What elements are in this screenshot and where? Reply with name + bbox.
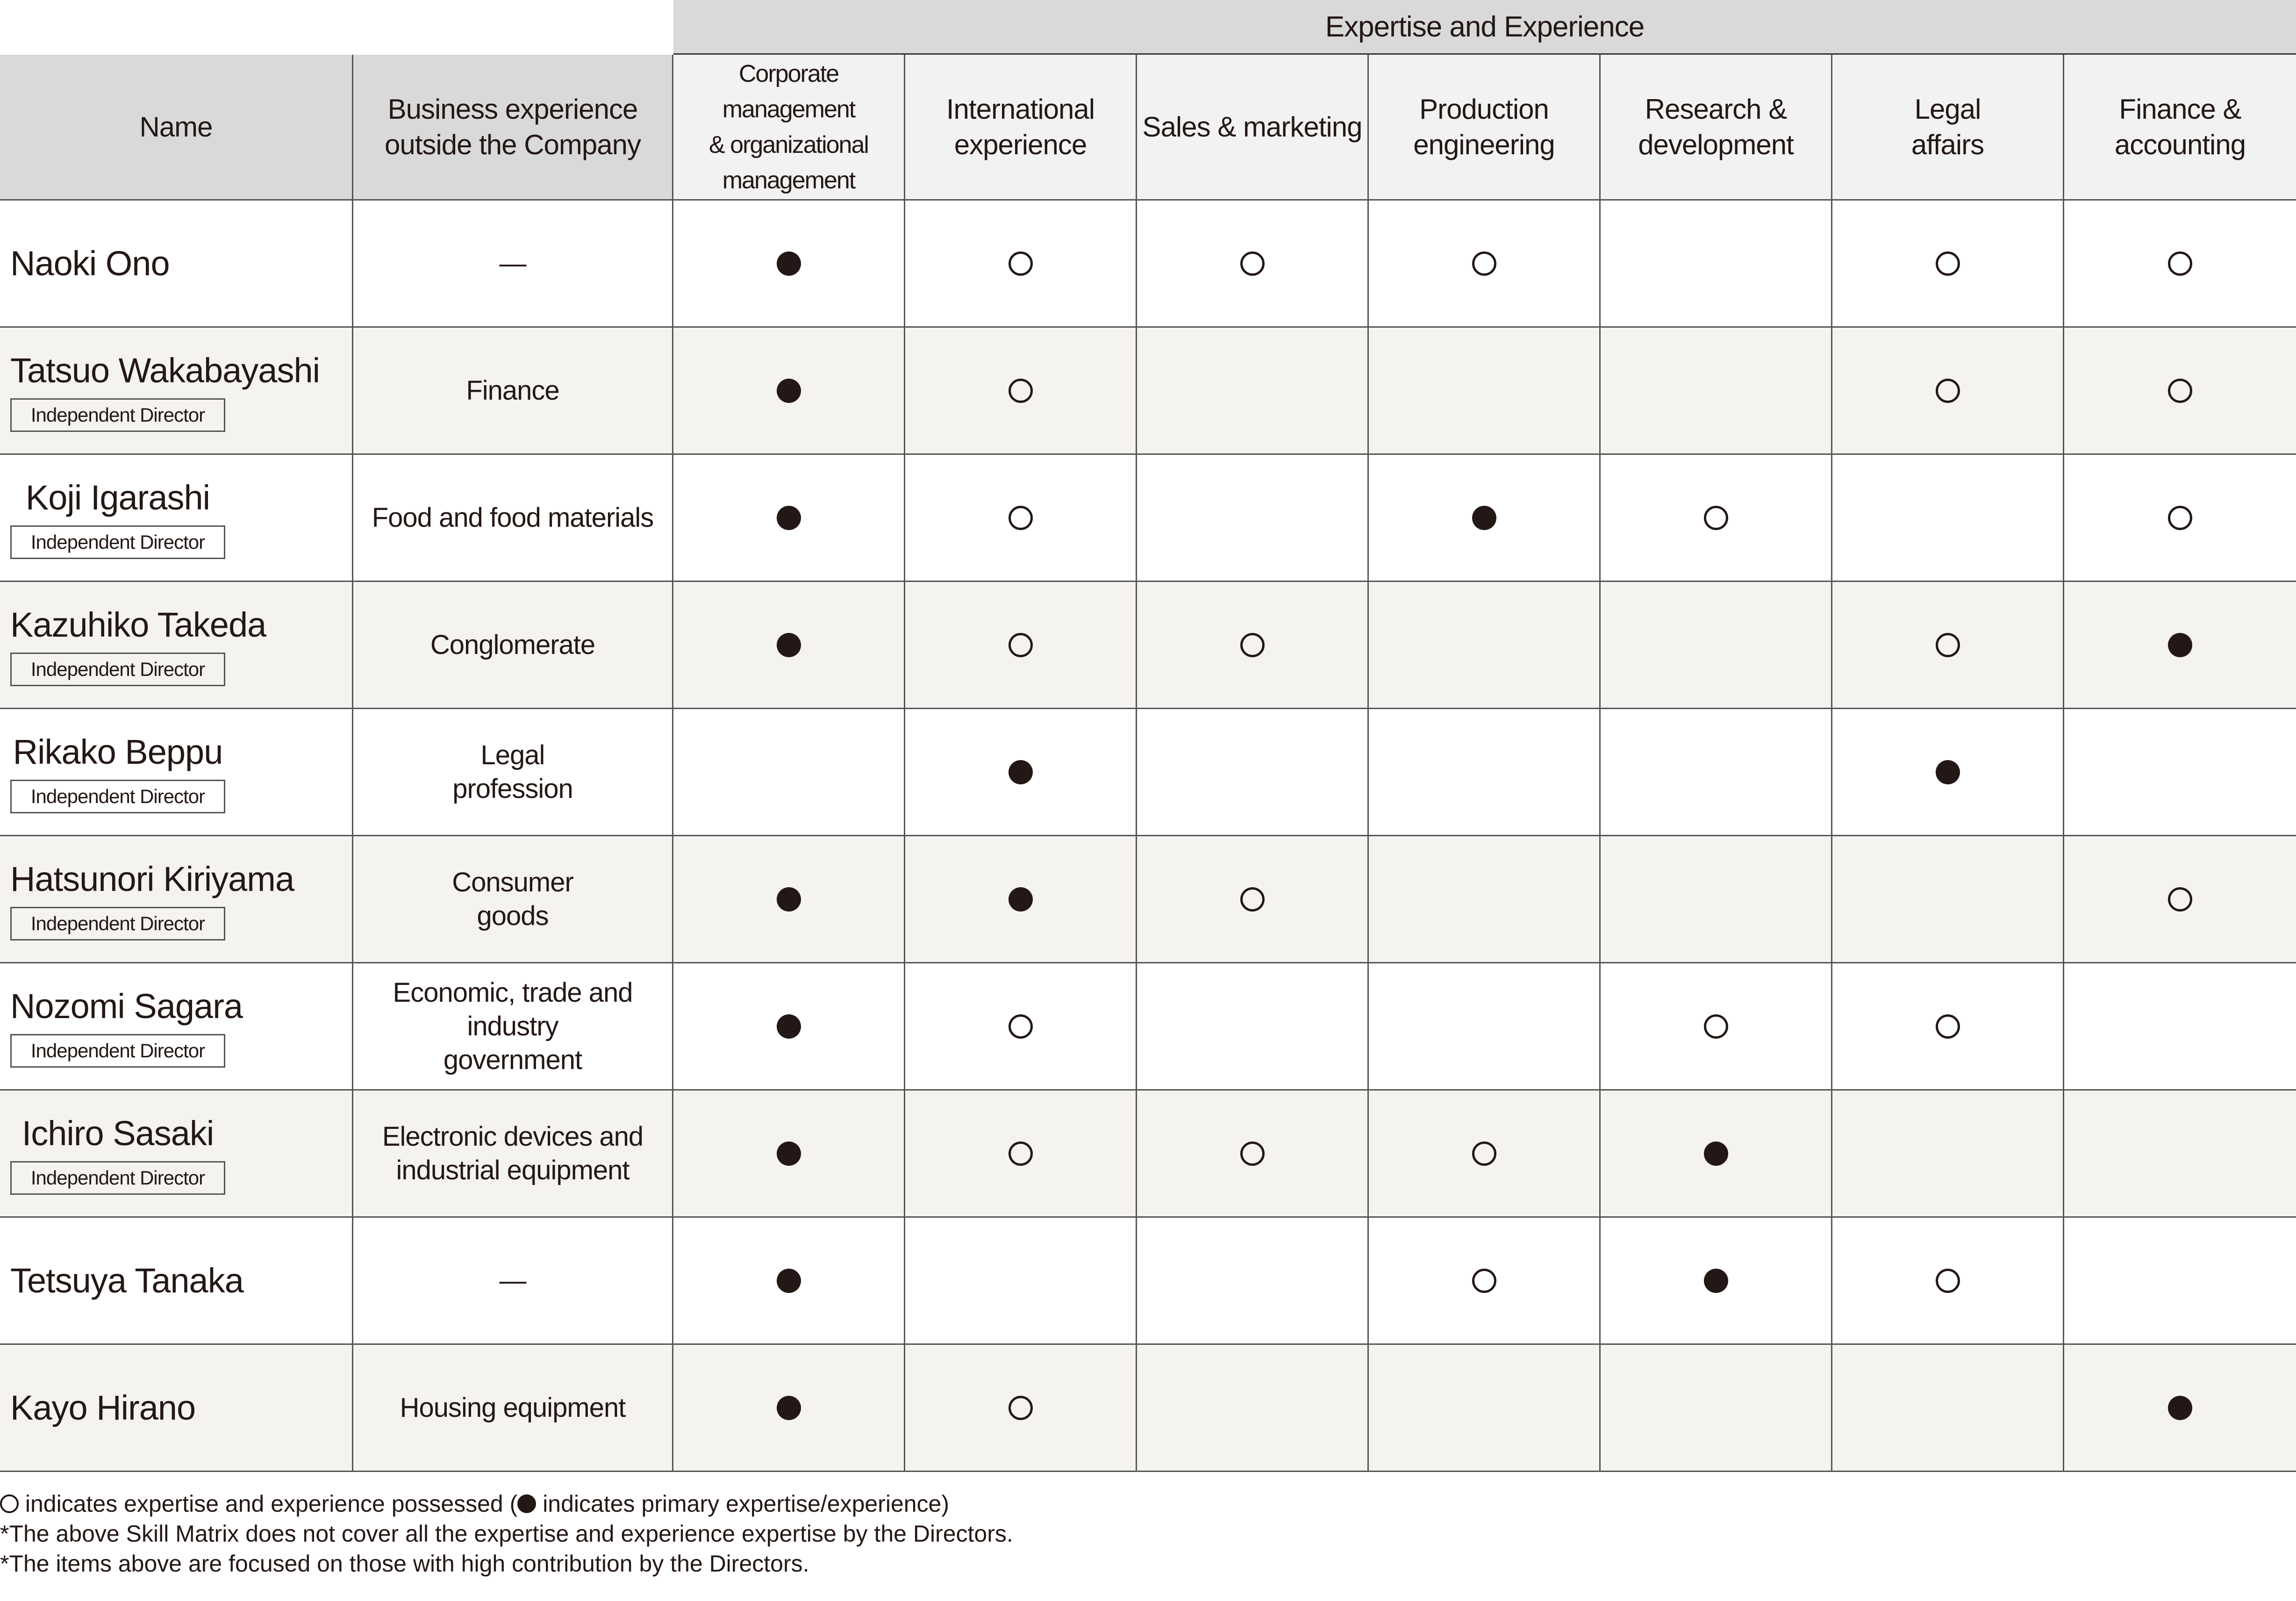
footnote-coverage: *The above Skill Matrix does not cover all the expertise and experience expertise by the Directors. [0, 1521, 1013, 1547]
director-name: Kazuhiko Takeda [10, 605, 266, 644]
skill-cell [1137, 1218, 1369, 1343]
director-name: Rikako Beppu [13, 732, 223, 771]
open-circle-icon [1936, 633, 1960, 657]
footnotes [0, 1489, 1013, 1579]
open-circle-icon [1009, 251, 1033, 276]
skill-cell [1832, 1091, 2064, 1216]
skill-cell [1369, 1218, 1601, 1343]
header-skill-sales-marketing [1137, 55, 1369, 199]
director-name: Kayo Hirano [10, 1388, 196, 1427]
filled-circle-icon [1472, 506, 1496, 530]
open-circle-icon [1472, 251, 1496, 276]
header-business-label: Business experience outside the Company [384, 93, 641, 160]
skill-cell [1832, 963, 2064, 1089]
skill-cell [1137, 836, 1369, 962]
director-name: Nozomi Sagara [10, 986, 243, 1026]
open-circle-icon [1009, 379, 1033, 403]
header-business [353, 55, 673, 199]
open-circle-icon [1240, 633, 1265, 657]
business-experience-text: Legal profession [452, 739, 573, 804]
open-circle-icon [1240, 1142, 1265, 1166]
open-circle-icon [1240, 887, 1265, 912]
business-experience-cell [353, 1218, 673, 1343]
skill-cell [1137, 328, 1369, 453]
filled-circle-icon [777, 1142, 801, 1166]
legend-text-open: indicates expertise and experience possessed ( [19, 1491, 518, 1517]
skill-cell [1369, 582, 1601, 708]
skill-cell [1601, 201, 1832, 326]
filled-circle-icon [1704, 1269, 1728, 1293]
director-name-cell [0, 1218, 353, 1343]
open-circle-icon [1009, 1396, 1033, 1420]
header-skill-label: Legal affairs [1911, 93, 1984, 160]
table-body [0, 199, 2296, 1472]
business-experience-text: — [499, 1265, 526, 1296]
director-name-wrap [10, 1345, 195, 1471]
header-skill-production-engineering [1369, 55, 1601, 199]
skill-cell [1137, 455, 1369, 581]
director-name-wrap [10, 201, 170, 326]
business-experience-text: Economic, trade and industry government [393, 977, 633, 1075]
legend-text-filled: indicates primary expertise/experience) [536, 1491, 950, 1517]
legend-line [0, 1489, 1013, 1519]
business-experience-cell [353, 582, 673, 708]
header-name-label: Name [139, 111, 213, 143]
skill-cell [1832, 836, 2064, 962]
table-row [0, 1345, 2296, 1472]
filled-circle-icon [777, 251, 801, 276]
independent-director-badge: Independent Director [10, 398, 225, 432]
skill-cell [1369, 836, 1601, 962]
skill-cell [2064, 1218, 2296, 1343]
skill-cell [2064, 455, 2296, 581]
skill-cell [673, 836, 905, 962]
header-skill-research-development [1601, 55, 1832, 199]
skill-cell [673, 1091, 905, 1216]
open-circle-icon [2168, 251, 2192, 276]
skill-cell [1137, 1345, 1369, 1471]
director-name-cell [0, 201, 353, 326]
business-experience-cell [353, 201, 673, 326]
director-name: Tatsuo Wakabayashi [10, 351, 320, 390]
skill-cell [1601, 709, 1832, 835]
header-row [0, 55, 2296, 199]
open-circle-icon [1472, 1142, 1496, 1166]
open-circle-icon [1009, 1014, 1033, 1039]
skill-cell [673, 201, 905, 326]
open-circle-icon [2168, 379, 2192, 403]
header-skill-international [905, 55, 1137, 199]
business-experience-text: Conglomerate [430, 629, 595, 660]
skill-cell [2064, 201, 2296, 326]
table-row [0, 963, 2296, 1091]
filled-circle-icon [1009, 887, 1033, 912]
header-skill-label: Corporate management & organizational management [709, 60, 868, 194]
skill-cell [2064, 963, 2296, 1089]
open-circle-icon [1009, 633, 1033, 657]
independent-director-badge: Independent Director [10, 780, 225, 813]
business-experience-cell [353, 1345, 673, 1471]
skill-cell [1832, 455, 2064, 581]
skill-cell [673, 963, 905, 1089]
director-name-wrap [10, 582, 266, 708]
skill-cell [2064, 582, 2296, 708]
skill-cell [2064, 1091, 2296, 1216]
open-circle-icon [1936, 379, 1960, 403]
skill-cell [673, 455, 905, 581]
director-name: Hatsunori Kiriyama [10, 859, 294, 898]
table-row [0, 709, 2296, 836]
independent-director-badge: Independent Director [10, 653, 225, 686]
director-name: Ichiro Sasaki [21, 1113, 214, 1153]
filled-circle-icon [777, 1269, 801, 1293]
business-experience-text: Consumer goods [452, 867, 573, 931]
director-name-wrap [10, 963, 243, 1089]
skill-cell [1601, 963, 1832, 1089]
open-circle-icon [1472, 1269, 1496, 1293]
director-name-cell [0, 836, 353, 962]
header-skill-finance-accounting [2064, 55, 2296, 199]
skill-cell [673, 709, 905, 835]
skill-cell [1137, 709, 1369, 835]
skill-cell [673, 582, 905, 708]
header-skill-label: Production engineering [1413, 93, 1555, 160]
skill-cell [1369, 455, 1601, 581]
skill-cell [905, 1091, 1137, 1216]
director-name-cell [0, 1091, 353, 1216]
skill-cell [905, 328, 1137, 453]
skill-cell [905, 963, 1137, 1089]
skill-cell [1832, 201, 2064, 326]
open-circle-icon [0, 1494, 19, 1513]
filled-circle-icon [777, 887, 801, 912]
director-name-cell [0, 709, 353, 835]
skill-cell [1832, 709, 2064, 835]
filled-circle-icon [2168, 1396, 2192, 1420]
header-skill-label: Research & development [1638, 93, 1794, 160]
header-skill-label: Finance & accounting [2114, 93, 2246, 160]
director-name-cell [0, 455, 353, 581]
director-name-wrap [10, 328, 320, 453]
open-circle-icon [1704, 506, 1728, 530]
director-name-wrap [10, 1091, 225, 1216]
skill-cell [1601, 455, 1832, 581]
business-experience-text: Finance [466, 375, 559, 406]
skill-cell [1832, 582, 2064, 708]
skill-cell [673, 328, 905, 453]
skill-cell [2064, 1345, 2296, 1471]
skill-cell [1137, 1091, 1369, 1216]
table-row [0, 455, 2296, 582]
table-row [0, 582, 2296, 709]
skill-cell [1832, 1345, 2064, 1471]
skill-cell [1601, 1218, 1832, 1343]
business-experience-cell [353, 836, 673, 962]
table-row [0, 1091, 2296, 1218]
header-skill-legal-affairs [1832, 55, 2064, 199]
skill-cell [1369, 1345, 1601, 1471]
table-row [0, 201, 2296, 328]
expertise-band-title: Expertise and Experience [1325, 10, 1645, 43]
director-name-cell [0, 963, 353, 1089]
table-row [0, 836, 2296, 963]
footnote-contribution: *The items above are focused on those with high contribution by the Directors. [0, 1551, 809, 1577]
skill-cell [1369, 328, 1601, 453]
independent-director-badge: Independent Director [10, 1034, 225, 1068]
skill-cell [905, 1345, 1137, 1471]
director-name: Tetsuya Tanaka [10, 1261, 243, 1300]
open-circle-icon [1704, 1014, 1728, 1039]
open-circle-icon [1936, 1269, 1960, 1293]
filled-circle-icon [777, 1396, 801, 1420]
table-row [0, 328, 2296, 455]
filled-circle-icon [1936, 760, 1960, 784]
director-name-wrap [10, 709, 225, 835]
open-circle-icon [2168, 887, 2192, 912]
director-name-cell [0, 582, 353, 708]
skill-cell [905, 1218, 1137, 1343]
skill-cell [1369, 201, 1601, 326]
filled-circle-icon [1009, 760, 1033, 784]
table-row [0, 1218, 2296, 1345]
filled-circle-icon [777, 633, 801, 657]
skill-cell [1601, 1091, 1832, 1216]
skill-cell [1137, 963, 1369, 1089]
header-skill-corporate-management [673, 55, 905, 199]
independent-director-badge: Independent Director [10, 1161, 225, 1195]
director-name: Naoki Ono [10, 244, 170, 283]
skill-cell [1369, 709, 1601, 835]
open-circle-icon [1936, 251, 1960, 276]
header-skill-label: Sales & marketing [1142, 111, 1362, 143]
skill-cell [905, 582, 1137, 708]
skill-cell [1601, 1345, 1832, 1471]
business-experience-cell [353, 328, 673, 453]
expertise-band-header [673, 0, 2296, 55]
business-experience-text: Housing equipment [400, 1392, 626, 1423]
skill-cell [1601, 836, 1832, 962]
skill-cell [905, 455, 1137, 581]
skill-cell [673, 1345, 905, 1471]
skill-cell [905, 709, 1137, 835]
skill-cell [2064, 709, 2296, 835]
skill-cell [905, 201, 1137, 326]
director-name-wrap [10, 836, 294, 962]
skill-cell [1369, 1091, 1601, 1216]
skill-cell [1832, 1218, 2064, 1343]
skill-cell [1601, 328, 1832, 453]
director-name-cell [0, 328, 353, 453]
director-name: Koji Igarashi [25, 478, 210, 517]
skill-cell [673, 1218, 905, 1343]
skill-cell [2064, 836, 2296, 962]
skill-cell [1137, 582, 1369, 708]
director-name-cell [0, 1345, 353, 1471]
skill-cell [905, 836, 1137, 962]
business-experience-cell [353, 455, 673, 581]
header-name [0, 55, 353, 199]
open-circle-icon [1936, 1014, 1960, 1039]
open-circle-icon [1240, 251, 1265, 276]
filled-circle-icon [1704, 1142, 1728, 1166]
filled-circle-icon [777, 506, 801, 530]
business-experience-text: — [499, 248, 526, 279]
filled-circle-icon [777, 1014, 801, 1039]
skill-cell [1137, 201, 1369, 326]
filled-circle-icon [777, 379, 801, 403]
independent-director-badge: Independent Director [10, 525, 225, 559]
skill-cell [1832, 328, 2064, 453]
open-circle-icon [1009, 1142, 1033, 1166]
open-circle-icon [2168, 506, 2192, 530]
business-experience-cell [353, 709, 673, 835]
director-name-wrap [10, 455, 225, 581]
open-circle-icon [1009, 506, 1033, 530]
header-skill-label: International experience [946, 93, 1095, 160]
business-experience-text: Food and food materials [372, 502, 654, 533]
business-experience-cell [353, 1091, 673, 1216]
skill-cell [1601, 582, 1832, 708]
filled-circle-icon [2168, 633, 2192, 657]
business-experience-text: Electronic devices and industrial equipment [382, 1121, 644, 1185]
director-name-wrap [10, 1218, 243, 1343]
skill-cell [2064, 328, 2296, 453]
skill-cell [1369, 963, 1601, 1089]
filled-circle-icon [517, 1494, 536, 1513]
business-experience-cell [353, 963, 673, 1089]
independent-director-badge: Independent Director [10, 907, 225, 940]
